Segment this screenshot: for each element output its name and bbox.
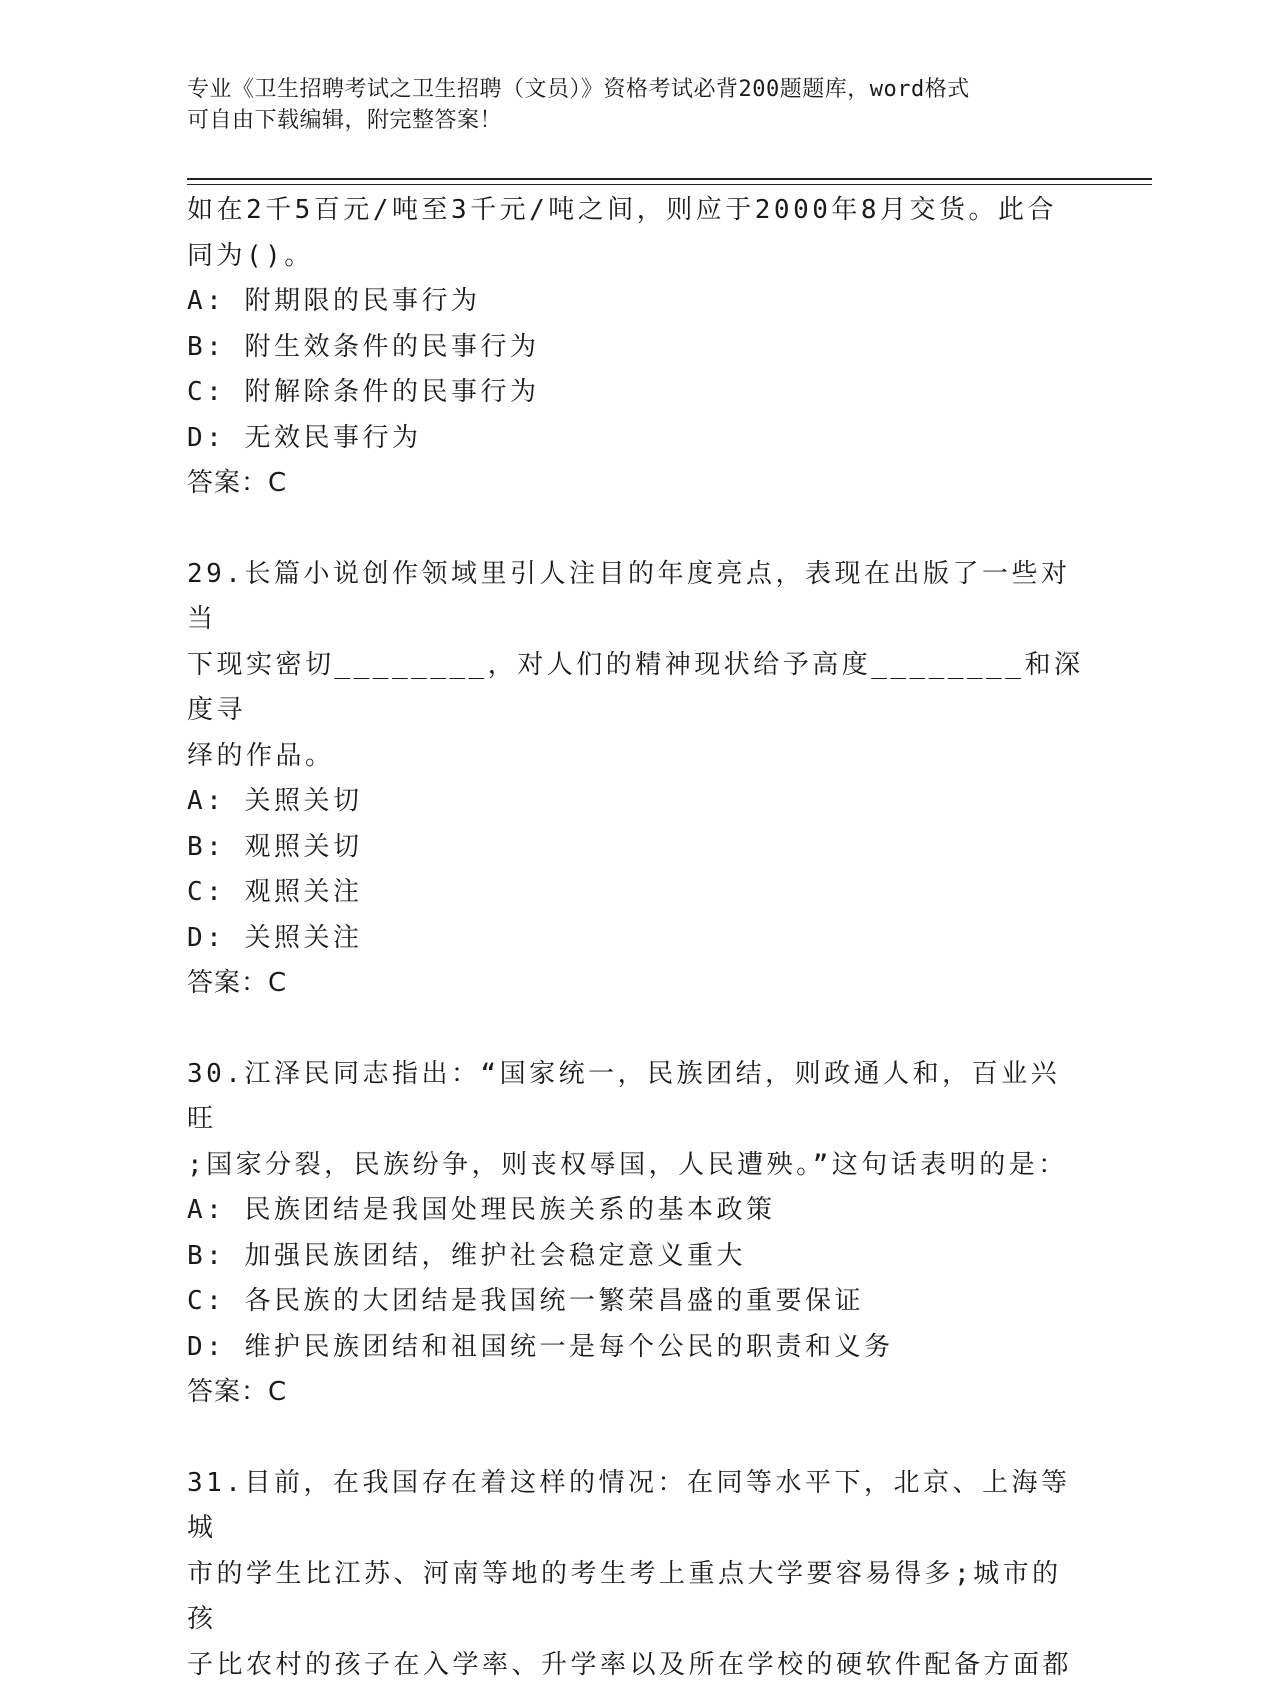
option-c: C: 附解除条件的民事行为 <box>187 370 1087 416</box>
question-text-line: 下现实密切________，对人们的精神现状给予高度________和深度寻 <box>187 643 1087 734</box>
option-b: B: 附生效条件的民事行为 <box>187 325 1087 371</box>
option-b: B: 加强民族团结，维护社会稳定意义重大 <box>187 1234 1087 1280</box>
option-a: A: 民族团结是我国处理民族关系的基本政策 <box>187 1188 1087 1234</box>
header-divider-thick <box>187 178 1152 180</box>
option-d: D: 无效民事行为 <box>187 416 1087 462</box>
question-text-line: 市的学生比江苏、河南等地的考生考上重点大学要容易得多;城市的孩 <box>187 1552 1087 1643</box>
question-text-line: 31.目前，在我国存在着这样的情况：在同等水平下，北京、上海等城 <box>187 1461 1087 1552</box>
question-text-line: ;国家分裂，民族纷争，则丧权辱国，人民遭殃。”这句话表明的是： <box>187 1143 1087 1189</box>
question-28 <box>187 188 1087 507</box>
option-c: C: 各民族的大团结是我国统一繁荣昌盛的重要保证 <box>187 1279 1087 1325</box>
question-text-line: 30.江泽民同志指出：“国家统一，民族团结，则政通人和，百业兴旺 <box>187 1052 1087 1143</box>
option-b: B: 观照关切 <box>187 825 1087 871</box>
document-header <box>187 74 1067 136</box>
question-list <box>187 188 1087 1688</box>
answer-line: 答案：C <box>187 1370 1087 1416</box>
answer-line: 答案：C <box>187 961 1087 1007</box>
option-a: A: 附期限的民事行为 <box>187 279 1087 325</box>
question-text-line: 同为()。 <box>187 234 1087 280</box>
option-d: D: 关照关注 <box>187 916 1087 962</box>
question-29 <box>187 552 1087 1007</box>
option-c: C: 观照关注 <box>187 870 1087 916</box>
question-text-line: 绎的作品。 <box>187 734 1087 780</box>
spacer <box>187 1416 1087 1461</box>
question-text-line: 子比农村的孩子在入学率、升学率以及所在学校的硬软件配备方面都 <box>187 1643 1087 1688</box>
header-line-2: 可自由下载编辑，附完整答案！ <box>187 105 1067 136</box>
question-30 <box>187 1052 1087 1416</box>
question-text-line: 29.长篇小说创作领域里引人注目的年度亮点，表现在出版了一些对当 <box>187 552 1087 643</box>
option-d: D: 维护民族团结和祖国统一是每个公民的职责和义务 <box>187 1325 1087 1371</box>
question-31 <box>187 1461 1087 1688</box>
option-a: A: 关照关切 <box>187 779 1087 825</box>
answer-line: 答案：C <box>187 461 1087 507</box>
header-divider-thin <box>187 184 1152 185</box>
spacer <box>187 1007 1087 1052</box>
question-text-line: 如在2千5百元/吨至3千元/吨之间，则应于2000年8月交货。此合 <box>187 188 1087 234</box>
spacer <box>187 507 1087 552</box>
header-line-1: 专业《卫生招聘考试之卫生招聘（文员）》资格考试必背200题题库，word格式 <box>187 74 1067 105</box>
